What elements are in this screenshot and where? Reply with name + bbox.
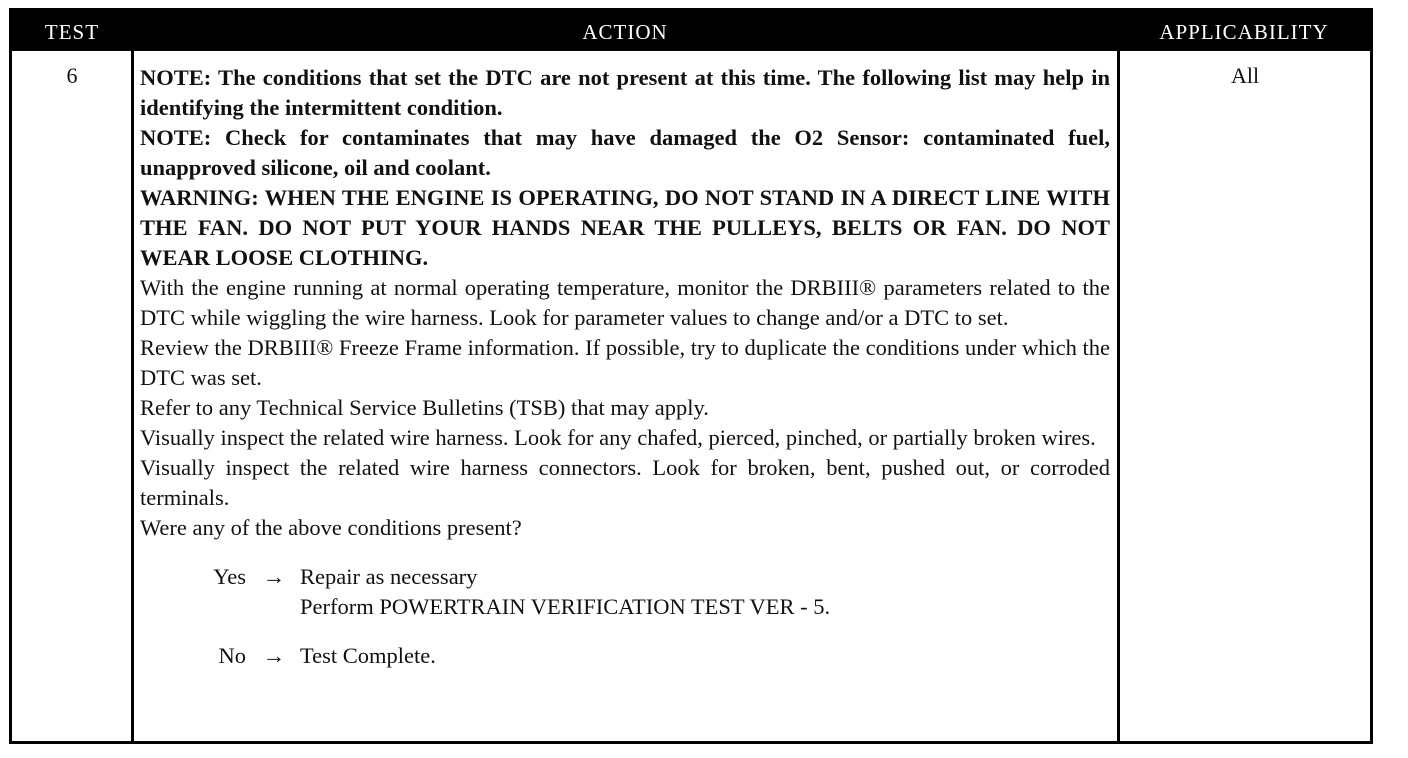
action-paragraph: Review the DRBIII® Freeze Frame information. If possible, try to duplicate the conditions under which the DTC was set. (140, 335, 1110, 390)
action-paragraph: Visually inspect the related wire harness connectors. Look for broken, bent, pushed out, or corroded terminals. (140, 455, 1110, 510)
action-paragraph: Visually inspect the related wire harness. Look for any chafed, pierced, pinched, or partially broken wires. (140, 425, 1096, 450)
action-cell (140, 63, 1110, 671)
answer-yes (140, 562, 1110, 622)
warning-paragraph: WARNING: WHEN THE ENGINE IS OPERATING, DO NOT STAND IN A DIRECT LINE WITH THE FAN. DO NOT PUT YOUR HANDS NEAR THE PULLEYS, BELTS OR FAN. DO NOT WEAR LOOSE CLOTHING. (140, 185, 1110, 270)
answer-line: Repair as necessary (300, 564, 478, 589)
column-divider (131, 51, 134, 741)
diagnostic-table (9, 8, 1373, 744)
arrow-right-icon: → (262, 564, 286, 589)
answer-line: Perform POWERTRAIN VERIFICATION TEST VER - 5. (300, 594, 831, 619)
header-action: ACTION (582, 20, 668, 44)
answer-text (294, 562, 830, 622)
arrow-right-icon: → (262, 643, 286, 668)
answer-text (294, 641, 436, 671)
answer-no (140, 641, 1110, 671)
action-paragraph: With the engine running at normal operating temperature, monitor the DRBIII® parameters related to the DTC while wiggling the wire harness. Look for parameter values to change and/or a DTC to set. (140, 275, 1110, 330)
test-number: 6 (66, 63, 78, 88)
action-paragraph: Refer to any Technical Service Bulletins (TSB) that may apply. (140, 395, 709, 420)
column-divider (1117, 51, 1120, 741)
action-paragraph: NOTE: Check for contaminates that may have damaged the O2 Sensor: contaminated fuel, unapproved silicone, oil and coolant. (140, 125, 1110, 180)
header-test: TEST (44, 20, 100, 44)
answer-line: Test Complete. (300, 643, 436, 668)
applicability-value: All (1230, 63, 1260, 88)
header-applicability: APPLICABILITY (1159, 20, 1329, 44)
question-paragraph: Were any of the above conditions present? (140, 515, 522, 540)
answer-label: Yes (213, 564, 246, 589)
table-header (12, 11, 1370, 51)
answer-label: No (218, 643, 246, 668)
action-paragraph: NOTE: The conditions that set the DTC are not present at this time. The following list may help in identifying the intermittent condition. (140, 65, 1110, 120)
answers-block (140, 562, 1110, 671)
